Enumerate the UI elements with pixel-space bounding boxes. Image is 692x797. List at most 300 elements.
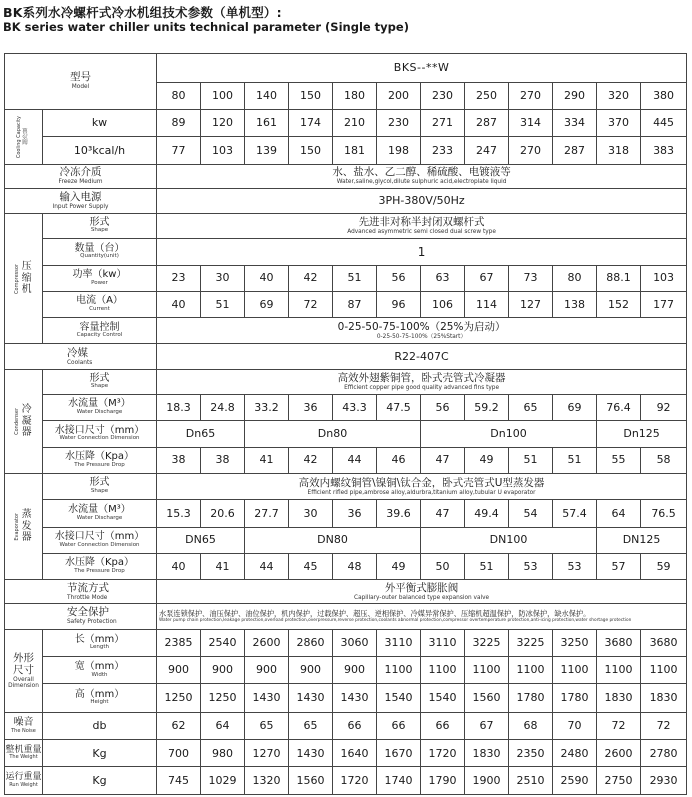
- value-cell: 67: [465, 712, 509, 739]
- value-cell: 57.4: [553, 500, 597, 527]
- value-cell: 45: [289, 553, 333, 579]
- value-cell: 2750: [597, 767, 641, 795]
- evap-conn-value: DN65: [157, 527, 245, 553]
- value-cell: 65: [509, 394, 553, 420]
- value-cell: 1740: [377, 767, 421, 795]
- value-cell: 47.5: [377, 394, 421, 420]
- value-cell: 38: [157, 447, 201, 473]
- value-cell: 65: [289, 712, 333, 739]
- value-cell: 50: [421, 553, 465, 579]
- value-cell: 1100: [553, 657, 597, 684]
- value-cell: 49: [465, 447, 509, 473]
- model-label: 型号: [70, 71, 91, 84]
- safety-label: 安全保护: [67, 606, 109, 619]
- value-cell: 1780: [509, 684, 553, 712]
- value-cell: 1100: [597, 657, 641, 684]
- value-cell: 96: [377, 291, 421, 317]
- power-label-en: Input Power Supply: [52, 203, 109, 210]
- table-row: [5, 712, 687, 739]
- weight-label-en: The Weight: [9, 754, 38, 761]
- throttle-label-en: Throttle Mode: [67, 594, 108, 601]
- value-cell: 56: [377, 265, 421, 291]
- comp-cap-value-cell: [157, 318, 687, 344]
- value-cell: 51: [553, 447, 597, 473]
- cond-shape-value-cell: [157, 369, 687, 394]
- compressor-group-cn: 压缩机: [21, 261, 32, 296]
- noise-label: 噪音: [13, 717, 34, 729]
- value-cell: 30: [201, 265, 245, 291]
- value-cell: 3680: [641, 629, 687, 656]
- value-cell: 46: [377, 447, 421, 473]
- value-cell: 51: [333, 265, 377, 291]
- comp-power-label-cell: [43, 265, 157, 291]
- value-cell: 2385: [157, 629, 201, 656]
- value-cell: 2540: [201, 629, 245, 656]
- value-cell: 139: [245, 137, 289, 164]
- comp-cap-label-cell: [43, 318, 157, 344]
- value-cell: 380: [641, 83, 687, 109]
- value-cell: 370: [597, 109, 641, 136]
- value-cell: 77: [157, 137, 201, 164]
- value-cell: 3060: [333, 629, 377, 656]
- value-cell: 39.6: [377, 500, 421, 527]
- value-cell: 2510: [509, 767, 553, 795]
- value-cell: 72: [289, 291, 333, 317]
- value-cell: 2600: [245, 629, 289, 656]
- value-cell: 40: [157, 553, 201, 579]
- value-cell: 54: [509, 500, 553, 527]
- comp-cap-value: 0-25-50-75-100%（25%为启动）: [337, 320, 506, 333]
- value-cell: 198: [377, 137, 421, 164]
- value-cell: 15.3: [157, 500, 201, 527]
- value-cell: 33.2: [245, 394, 289, 420]
- table-row: [5, 473, 687, 499]
- table-row: [5, 527, 687, 553]
- cond-flow-label-cell: [43, 394, 157, 420]
- value-cell: 24.8: [201, 394, 245, 420]
- value-cell: 103: [641, 265, 687, 291]
- value-cell: 1900: [465, 767, 509, 795]
- value-cell: 3110: [377, 629, 421, 656]
- value-cell: 138: [553, 291, 597, 317]
- value-cell: 36: [333, 500, 377, 527]
- value-cell: 41: [245, 447, 289, 473]
- safety-value-cell: [157, 604, 687, 629]
- value-cell: 150: [289, 137, 333, 164]
- run-weight-label: 运行重量: [5, 772, 42, 783]
- value-cell: 36: [289, 394, 333, 420]
- evap-conn-value: DN80: [245, 527, 421, 553]
- comp-shape-label-cell: [43, 213, 157, 238]
- comp-current-label-en: Current: [89, 305, 110, 312]
- table-row: [5, 369, 687, 394]
- power-label-cell: [5, 188, 157, 213]
- value-cell: 72: [641, 712, 687, 739]
- value-cell: 314: [509, 109, 553, 136]
- coolant-label-cell: [5, 344, 157, 369]
- value-cell: 62: [157, 712, 201, 739]
- table-row: [5, 447, 687, 473]
- value-cell: 1430: [245, 684, 289, 712]
- value-cell: 87: [333, 291, 377, 317]
- power-value: 3PH-380V/50Hz: [157, 188, 687, 213]
- cond-conn-value: Dn125: [597, 421, 687, 447]
- evap-shape-value: 高效内螺纹铜管\镍铜\钛合金，卧式壳管式U型蒸发器: [298, 476, 545, 489]
- comp-shape-label-en: Shape: [90, 227, 109, 234]
- comp-current-label: 电流（A）: [76, 295, 123, 307]
- comp-shape-label: 形式: [89, 216, 110, 228]
- value-cell: 2590: [553, 767, 597, 795]
- value-cell: 2350: [509, 740, 553, 767]
- cond-flow-label-en: Water Discharge: [76, 408, 123, 415]
- value-cell: 1100: [377, 657, 421, 684]
- value-cell: 200: [377, 83, 421, 109]
- value-cell: 2480: [553, 740, 597, 767]
- value-cell: 150: [289, 83, 333, 109]
- dim-height-label-en: Height: [90, 699, 109, 706]
- value-cell: 1830: [597, 684, 641, 712]
- page-subtitle: BK series water chiller units technical parameter (Single type): [3, 20, 409, 34]
- table-row: [5, 553, 687, 579]
- value-cell: 51: [509, 447, 553, 473]
- table-row: [5, 137, 687, 164]
- evap-conn-label-en: Water Connection Dimension: [59, 541, 140, 548]
- freeze-label: 冷冻介质: [59, 166, 102, 179]
- value-cell: 1540: [377, 684, 421, 712]
- value-cell: 271: [421, 109, 465, 136]
- value-cell: 48: [333, 553, 377, 579]
- value-cell: 247: [465, 137, 509, 164]
- value-cell: 53: [553, 553, 597, 579]
- dim-length-label: 长（mm）: [74, 633, 125, 645]
- evap-flow-label: 水流量（M³）: [68, 504, 131, 516]
- value-cell: 1720: [333, 767, 377, 795]
- value-cell: 27.7: [245, 500, 289, 527]
- value-cell: 3225: [509, 629, 553, 656]
- cond-shape-label: 形式: [89, 372, 110, 384]
- comp-shape-value-en: Advanced asymmetric semi closed dual screw type: [347, 229, 496, 236]
- value-cell: 55: [597, 447, 641, 473]
- value-cell: 88.1: [597, 265, 641, 291]
- value-cell: 3680: [597, 629, 641, 656]
- noise-label-cell: [5, 712, 43, 739]
- value-cell: 66: [333, 712, 377, 739]
- value-cell: 3110: [421, 629, 465, 656]
- value-cell: 58: [641, 447, 687, 473]
- cond-shape-label-en: Shape: [90, 383, 109, 390]
- throttle-value-en: Capillary-outer balanced type expansion valve: [354, 594, 490, 601]
- table-row: [5, 318, 687, 344]
- evap-flow-label-en: Water Discharge: [76, 514, 123, 521]
- evap-flow-label-cell: [43, 500, 157, 527]
- value-cell: 900: [333, 657, 377, 684]
- condenser-group-en: Condenser: [13, 407, 20, 435]
- value-cell: 67: [465, 265, 509, 291]
- dim-width-label-en: Width: [91, 671, 108, 678]
- throttle-label: 节流方式: [67, 581, 109, 594]
- freeze-value-en: Water,saline,glycol,dilute sulphuric acid,electroplate liquid: [336, 179, 507, 186]
- value-cell: 68: [509, 712, 553, 739]
- cooling-group-cell: [5, 109, 43, 164]
- value-cell: 103: [201, 137, 245, 164]
- value-cell: 69: [245, 291, 289, 317]
- evap-conn-value: DN125: [597, 527, 687, 553]
- table-row: [5, 684, 687, 712]
- safety-label-cell: [5, 604, 157, 629]
- value-cell: 18.3: [157, 394, 201, 420]
- value-cell: 80: [553, 265, 597, 291]
- dimension-group-cell: [5, 629, 43, 712]
- cond-flow-label: 水流量（M³）: [68, 398, 131, 410]
- freeze-value: 水、盐水、乙二醇、稀硫酸、电镀液等: [332, 166, 511, 179]
- value-cell: 140: [245, 83, 289, 109]
- value-cell: 42: [289, 265, 333, 291]
- value-cell: 120: [201, 109, 245, 136]
- value-cell: 900: [157, 657, 201, 684]
- value-cell: 318: [597, 137, 641, 164]
- value-cell: 2600: [597, 740, 641, 767]
- table-row: [5, 421, 687, 447]
- value-cell: 2780: [641, 740, 687, 767]
- value-cell: 230: [421, 83, 465, 109]
- value-cell: 3225: [465, 629, 509, 656]
- comp-cap-label-en: Capacity Control: [76, 332, 123, 339]
- value-cell: 1830: [465, 740, 509, 767]
- value-cell: 43.3: [333, 394, 377, 420]
- value-cell: 38: [201, 447, 245, 473]
- noise-unit: db: [43, 712, 157, 739]
- value-cell: 1270: [245, 740, 289, 767]
- freeze-value-cell: [157, 164, 687, 188]
- weight-label-cell: [5, 740, 43, 767]
- value-cell: 65: [245, 712, 289, 739]
- value-cell: 1720: [421, 740, 465, 767]
- table-row: [5, 188, 687, 213]
- table-row: [5, 54, 687, 83]
- value-cell: 1100: [509, 657, 553, 684]
- value-cell: 900: [289, 657, 333, 684]
- page-title: BK系列水冷螺杆式冷水机组技术参数（单机型）:: [3, 5, 282, 20]
- value-cell: 180: [333, 83, 377, 109]
- value-cell: 63: [421, 265, 465, 291]
- value-cell: 89: [157, 109, 201, 136]
- model-label-cell: [5, 54, 157, 110]
- table-row: [5, 500, 687, 527]
- cond-conn-value: Dn65: [157, 421, 245, 447]
- dim-length-label-cell: [43, 629, 157, 656]
- value-cell: 80: [157, 83, 201, 109]
- model-label-en: Model: [71, 84, 90, 91]
- value-cell: 72: [597, 712, 641, 739]
- value-cell: 1640: [333, 740, 377, 767]
- cond-conn-value: Dn80: [245, 421, 421, 447]
- value-cell: 174: [289, 109, 333, 136]
- evaporator-group-cn: 蒸发器: [21, 509, 32, 544]
- value-cell: 383: [641, 137, 687, 164]
- freeze-label-cell: [5, 164, 157, 188]
- value-cell: 49: [377, 553, 421, 579]
- value-cell: 44: [245, 553, 289, 579]
- value-cell: 1780: [553, 684, 597, 712]
- spec-table: [4, 53, 687, 795]
- value-cell: 1790: [421, 767, 465, 795]
- cond-drop-label: 水压降（Kpa）: [64, 451, 135, 463]
- safety-value-en: Water pump chain protection,leakage protection,overload protection,overpressure,reverse protection,coolants abnormal protection,compressor overtemperature protection,anti-icing protection,water shortage protection: [159, 617, 632, 623]
- table-row: [5, 740, 687, 767]
- value-cell: 1430: [289, 740, 333, 767]
- value-cell: 287: [553, 137, 597, 164]
- run-weight-label-cell: [5, 767, 43, 795]
- value-cell: 1320: [245, 767, 289, 795]
- comp-shape-value: 先进非对称半封闭双螺杆式: [358, 216, 485, 229]
- condenser-group-cn: 冷凝器: [21, 404, 32, 439]
- value-cell: 1830: [641, 684, 687, 712]
- evap-drop-label: 水压降（Kpa）: [64, 557, 135, 569]
- value-cell: 106: [421, 291, 465, 317]
- run-weight-unit: Kg: [43, 767, 157, 795]
- value-cell: 900: [201, 657, 245, 684]
- value-cell: 152: [597, 291, 641, 317]
- cond-conn-label-cell: [43, 421, 157, 447]
- coolant-value: R22-407C: [157, 344, 687, 369]
- value-cell: 64: [201, 712, 245, 739]
- table-row: [5, 580, 687, 604]
- evap-drop-label-en: The Pressure Drop: [74, 567, 125, 574]
- value-cell: 1670: [377, 740, 421, 767]
- evap-shape-label: 形式: [89, 477, 110, 489]
- value-cell: 1029: [201, 767, 245, 795]
- value-cell: 66: [421, 712, 465, 739]
- value-cell: 44: [333, 447, 377, 473]
- table-row: [5, 291, 687, 317]
- compressor-group-en: Compressor: [13, 263, 20, 294]
- value-cell: 51: [201, 291, 245, 317]
- value-cell: 59: [641, 553, 687, 579]
- table-row: [5, 657, 687, 684]
- value-cell: 42: [289, 447, 333, 473]
- dim-height-label-cell: [43, 684, 157, 712]
- evaporator-group-cell: [5, 473, 43, 579]
- throttle-value-cell: [157, 580, 687, 604]
- value-cell: 73: [509, 265, 553, 291]
- weight-label: 整机重量: [5, 744, 42, 755]
- cooling-group-en: Cooling Capacity: [16, 115, 23, 158]
- evap-shape-label-cell: [43, 473, 157, 499]
- evap-drop-label-cell: [43, 553, 157, 579]
- table-row: [5, 213, 687, 238]
- value-cell: 900: [245, 657, 289, 684]
- value-cell: 700: [157, 740, 201, 767]
- comp-qty-value: 1: [157, 239, 687, 265]
- value-cell: 41: [201, 553, 245, 579]
- evaporator-group-en: Evaporator: [13, 512, 20, 541]
- kw-unit: kw: [43, 109, 157, 136]
- value-cell: 53: [509, 553, 553, 579]
- dim-width-label-cell: [43, 657, 157, 684]
- evap-shape-label-en: Shape: [90, 487, 109, 494]
- cond-shape-value-en: Efficient copper pipe good quality advanced fins type: [344, 384, 500, 391]
- cond-conn-label-en: Water Connection Dimension: [59, 435, 140, 442]
- value-cell: 20.6: [201, 500, 245, 527]
- value-cell: 1250: [201, 684, 245, 712]
- value-cell: 59.2: [465, 394, 509, 420]
- value-cell: 76.5: [641, 500, 687, 527]
- value-cell: 745: [157, 767, 201, 795]
- cooling-group-cn: 制冷量: [22, 128, 29, 145]
- noise-label-en: The Noise: [11, 727, 36, 734]
- comp-qty-label-cell: [43, 239, 157, 265]
- value-cell: 70: [553, 712, 597, 739]
- evap-conn-value: DN100: [421, 527, 597, 553]
- value-cell: 1540: [421, 684, 465, 712]
- safety-value: 水泵连锁保护、油压保护、油位保护，机内保护，过载保护、超压、逆相保护、冷媒异常保护、压缩机超温保护，防冰保护，缺水保护。: [159, 608, 591, 618]
- dim-length-label-en: Length: [90, 644, 109, 651]
- value-cell: 64: [597, 500, 641, 527]
- coolant-label: 冷媒: [67, 346, 88, 359]
- table-row: [5, 344, 687, 369]
- value-cell: 177: [641, 291, 687, 317]
- table-row: [5, 109, 687, 136]
- value-cell: 1100: [421, 657, 465, 684]
- dim-width-label: 宽（mm）: [74, 661, 125, 673]
- value-cell: 51: [465, 553, 509, 579]
- value-cell: 161: [245, 109, 289, 136]
- evap-conn-label: 水接口尺寸（mm）: [54, 531, 145, 543]
- value-cell: 2930: [641, 767, 687, 795]
- value-cell: 181: [333, 137, 377, 164]
- value-cell: 3250: [553, 629, 597, 656]
- value-cell: 23: [157, 265, 201, 291]
- safety-label-en: Safety Protection: [67, 619, 117, 626]
- dimension-group-en: Overall Dimension: [8, 677, 39, 690]
- dim-height-label: 高（mm）: [74, 688, 125, 700]
- comp-power-label: 功率（kw）: [72, 269, 127, 281]
- weight-unit: Kg: [43, 740, 157, 767]
- value-cell: 57: [597, 553, 641, 579]
- value-cell: 250: [465, 83, 509, 109]
- value-cell: 270: [509, 83, 553, 109]
- value-cell: 210: [333, 109, 377, 136]
- table-row: [5, 265, 687, 291]
- comp-qty-label: 数量（台）: [74, 242, 125, 254]
- comp-qty-label-en: Quantity(unit): [80, 253, 119, 260]
- value-cell: 1430: [333, 684, 377, 712]
- value-cell: 76.4: [597, 394, 641, 420]
- cond-conn-label: 水接口尺寸（mm）: [54, 424, 145, 436]
- value-cell: 980: [201, 740, 245, 767]
- evap-shape-value-en: Efficient rifled pipe,ambrose alloy,aldurbra,titanium alloy,tubular U evaporator: [307, 489, 536, 496]
- freeze-label-en: Freeze Medium: [58, 179, 103, 186]
- dimension-group-cn: 外形尺寸: [13, 652, 34, 677]
- value-cell: 270: [509, 137, 553, 164]
- value-cell: 287: [465, 109, 509, 136]
- value-cell: 320: [597, 83, 641, 109]
- model-header: BKS--**W: [157, 54, 687, 83]
- value-cell: 290: [553, 83, 597, 109]
- value-cell: 49.4: [465, 500, 509, 527]
- evap-conn-label-cell: [43, 527, 157, 553]
- value-cell: 69: [553, 394, 597, 420]
- comp-current-label-cell: [43, 291, 157, 317]
- value-cell: 233: [421, 137, 465, 164]
- value-cell: 47: [421, 500, 465, 527]
- value-cell: 2860: [289, 629, 333, 656]
- table-row: [5, 239, 687, 265]
- value-cell: 334: [553, 109, 597, 136]
- run-weight-label-en: Run Weight: [9, 781, 38, 788]
- throttle-value: 外平衡式膨胀阀: [384, 581, 459, 594]
- cond-shape-value: 高效外翅紫铜管，卧式壳管式冷凝器: [337, 371, 506, 384]
